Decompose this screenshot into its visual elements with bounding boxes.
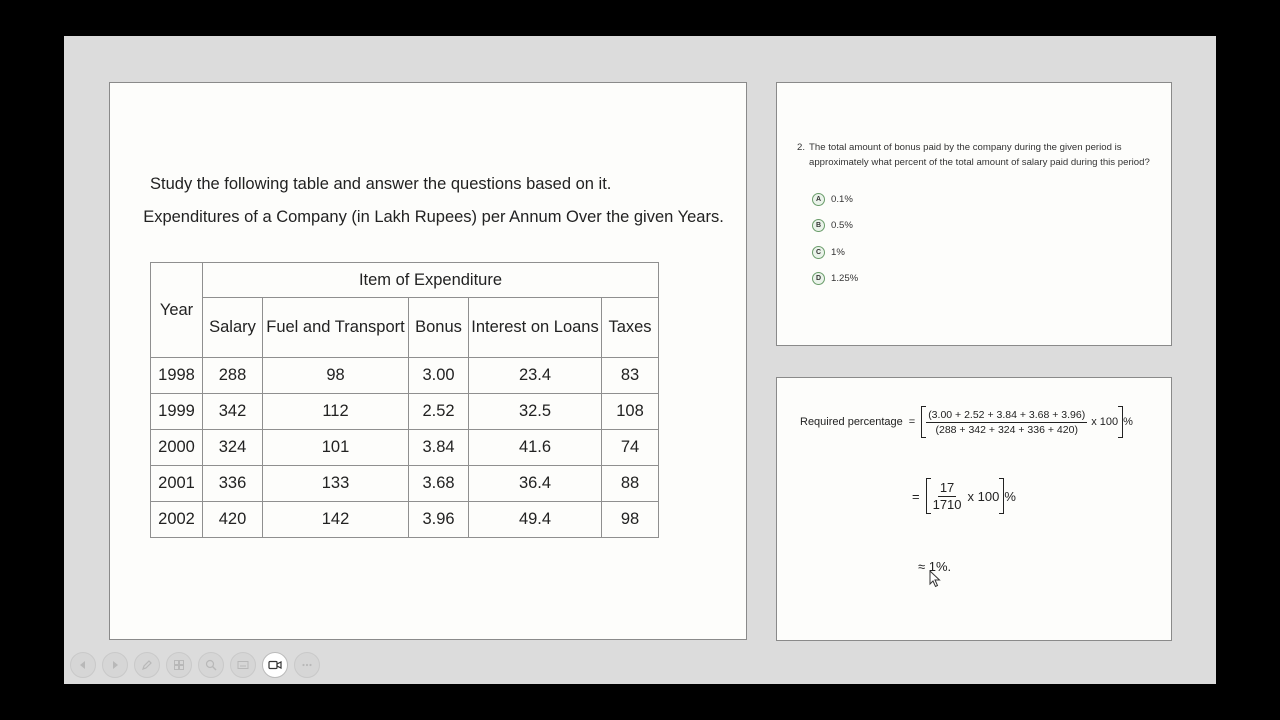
- camera-icon: [268, 659, 282, 671]
- more-icon: [301, 659, 313, 671]
- table-cell: 83: [602, 358, 659, 394]
- table-row: [151, 502, 659, 538]
- fraction: [926, 408, 1087, 437]
- table-cell: 3.00: [409, 358, 469, 394]
- option-text: 1%: [831, 247, 845, 258]
- table-cell: 2000: [151, 430, 203, 466]
- zoom-icon: [205, 659, 217, 671]
- equals-sign: =: [908, 416, 916, 428]
- table-cell: 3.96: [409, 502, 469, 538]
- solution-slide: [776, 377, 1172, 641]
- option-letter: D: [812, 272, 825, 285]
- table-cell: 420: [203, 502, 263, 538]
- option-d[interactable]: [812, 272, 858, 285]
- times-100: x 100: [967, 488, 1000, 504]
- option-text: 0.1%: [831, 194, 853, 205]
- table-cell: 23.4: [469, 358, 602, 394]
- table-cell: 133: [263, 466, 409, 502]
- year-header: Year: [151, 263, 203, 358]
- question-number: 2.: [797, 142, 806, 153]
- table-cell: 98: [263, 358, 409, 394]
- prev-button[interactable]: [70, 652, 96, 678]
- fraction-denominator: (288 + 342 + 324 + 336 + 420): [935, 423, 1078, 436]
- table-cell: 88: [602, 466, 659, 502]
- table-cell: 2002: [151, 502, 203, 538]
- table-cell: 142: [263, 502, 409, 538]
- option-a[interactable]: [812, 193, 853, 206]
- intro-text: Study the following table and answer the questions based on it.: [150, 175, 612, 193]
- table-cell: 101: [263, 430, 409, 466]
- table-cell: 2.52: [409, 394, 469, 430]
- fraction-denominator: 1710: [932, 496, 962, 512]
- presentation-toolbar: [70, 652, 320, 680]
- table-caption: Expenditures of a Company (in Lakh Rupees) per Annum Over the given Years.: [143, 208, 724, 226]
- solution-label: Required percentage: [800, 416, 903, 428]
- more-button[interactable]: [294, 652, 320, 678]
- table-cell: 3.84: [409, 430, 469, 466]
- table-cell: 288: [203, 358, 263, 394]
- table-cell: 108: [602, 394, 659, 430]
- subtitles-icon: [237, 659, 249, 671]
- table-cell: 3.68: [409, 466, 469, 502]
- table-cell: 49.4: [469, 502, 602, 538]
- subtitles-button[interactable]: [230, 652, 256, 678]
- slides-button[interactable]: [166, 652, 192, 678]
- table-cell: 2001: [151, 466, 203, 502]
- equals-sign: =: [912, 488, 920, 504]
- table-row: [151, 358, 659, 394]
- times-100: x 100: [1091, 416, 1119, 428]
- col-header: Taxes: [602, 298, 659, 358]
- mouse-cursor-icon: [929, 570, 941, 588]
- slides-icon: [173, 659, 185, 671]
- table-row: [151, 394, 659, 430]
- main-slide: [109, 82, 747, 640]
- fraction: [931, 480, 964, 513]
- option-text: 0.5%: [831, 220, 853, 231]
- table-cell: 336: [203, 466, 263, 502]
- solution-result: ≈ 1%.: [918, 559, 952, 574]
- table-cell: 342: [203, 394, 263, 430]
- pen-icon: [141, 659, 153, 671]
- group-header: Item of Expenditure: [203, 263, 659, 298]
- fraction-numerator: (3.00 + 2.52 + 3.84 + 3.68 + 3.96): [928, 408, 1086, 421]
- question-text: [797, 141, 1152, 170]
- col-header: Interest on Loans: [469, 298, 602, 358]
- prev-icon: [77, 659, 89, 671]
- next-icon: [109, 659, 121, 671]
- camera-button[interactable]: [262, 652, 288, 678]
- question-slide: [776, 82, 1172, 346]
- table-cell: 36.4: [469, 466, 602, 502]
- next-button[interactable]: [102, 652, 128, 678]
- fraction-numerator: 17: [939, 479, 955, 495]
- table-cell: 1999: [151, 394, 203, 430]
- table-cell: 112: [263, 394, 409, 430]
- table-cell: 1998: [151, 358, 203, 394]
- solution-step-2: [912, 478, 1016, 514]
- option-letter: A: [812, 193, 825, 206]
- percent-sign: %: [1004, 488, 1016, 504]
- table-cell: 32.5: [469, 394, 602, 430]
- option-text: 1.25%: [831, 273, 859, 284]
- table-cell: 324: [203, 430, 263, 466]
- percent-sign: %: [1123, 416, 1133, 428]
- table-cell: 98: [602, 502, 659, 538]
- table-cell: 41.6: [469, 430, 602, 466]
- col-header: Salary: [203, 298, 263, 358]
- zoom-button[interactable]: [198, 652, 224, 678]
- question-body: The total amount of bonus paid by the company during the given period is approximately what percent of the total amount of salary paid during this period?: [809, 142, 1150, 168]
- table-row: [151, 466, 659, 502]
- option-letter: B: [812, 219, 825, 232]
- table-row: [151, 430, 659, 466]
- table-cell: 74: [602, 430, 659, 466]
- expenditure-table: [150, 262, 659, 538]
- option-b[interactable]: [812, 219, 853, 232]
- col-header: Fuel and Transport: [263, 298, 409, 358]
- presentation-stage: [64, 36, 1216, 684]
- option-c[interactable]: [812, 246, 845, 259]
- solution-step-1: [800, 406, 1133, 438]
- pen-button[interactable]: [134, 652, 160, 678]
- col-header: Bonus: [409, 298, 469, 358]
- option-letter: C: [812, 246, 825, 259]
